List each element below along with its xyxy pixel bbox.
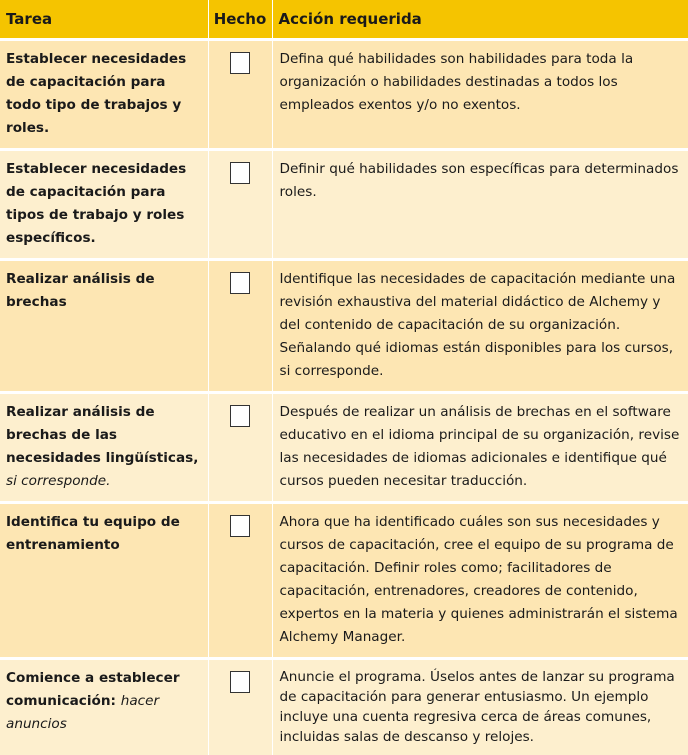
action-cell: Identifique las necesidades de capacitación mediante una revisión exhaustiva del material didáctico de Alchemy y del contenido de capacitación de su organización. Señalando qué idiomas están disponibles para los cursos, si corresponde. [272,260,688,393]
done-cell [208,393,272,503]
done-cell [208,150,272,260]
task-cell [0,659,208,755]
action-cell: Ahora que ha identificado cuáles son sus necesidades y cursos de capacitación, cree el equipo de su programa de capacitación. Definir roles como; facilitadores de capacitación, entrenadores, creadores de contenido, expertos en la materia y quienes administrarán el sistema Alchemy Manager. [272,503,688,659]
task-cell [0,260,208,393]
header-action: Acción requerida [272,0,688,40]
action-cell: Definir qué habilidades son específicas para determinados roles. [272,150,688,260]
task-text: Realizar análisis de brechas [6,271,155,310]
task-cell [0,393,208,503]
task-text: Establecer necesidades de capacitación para todo tipo de trabajos y roles. [6,51,186,136]
done-checkbox[interactable] [230,515,250,537]
done-cell [208,40,272,150]
done-checkbox[interactable] [230,272,250,294]
done-cell [208,260,272,393]
task-cell [0,150,208,260]
header-row [0,0,688,40]
task-text: Comience a establecer comunicación: [6,670,180,709]
task-text: Establecer necesidades de capacitación para tipos de trabajo y roles específicos. [6,161,186,246]
done-cell [208,659,272,755]
task-note: hacer anuncios [6,693,159,732]
action-cell: Defina qué habilidades son habilidades para toda la organización o habilidades destinadas a todos los empleados exentos y/o no exentos. [272,40,688,150]
header-done: Hecho [208,0,272,40]
table-row [0,393,688,503]
table-row [0,503,688,659]
done-checkbox[interactable] [230,52,250,74]
done-checkbox[interactable] [230,671,250,693]
done-cell [208,503,272,659]
action-cell: Después de realizar un análisis de brechas en el software educativo en el idioma principal de su organización, revise las necesidades de idiomas adicionales e identifique qué cursos pueden necesitar traducción. [272,393,688,503]
table-row [0,260,688,393]
done-checkbox[interactable] [230,405,250,427]
done-checkbox[interactable] [230,162,250,184]
table-row [0,40,688,150]
table-row [0,659,688,755]
task-cell [0,503,208,659]
table-row [0,150,688,260]
task-cell [0,40,208,150]
task-text: Identifica tu equipo de entrenamiento [6,514,180,553]
action-cell: Anuncie el programa. Úselos antes de lanzar su programa de capacitación para generar entusiasmo. Un ejemplo incluye una cuenta regresiva cerca de áreas comunes, incluidas salas de descanso y relojes. [272,659,688,755]
task-text: Realizar análisis de brechas de las necesidades lingüísticas, [6,404,198,466]
task-note: si corresponde. [6,473,110,489]
header-task: Tarea [0,0,208,40]
